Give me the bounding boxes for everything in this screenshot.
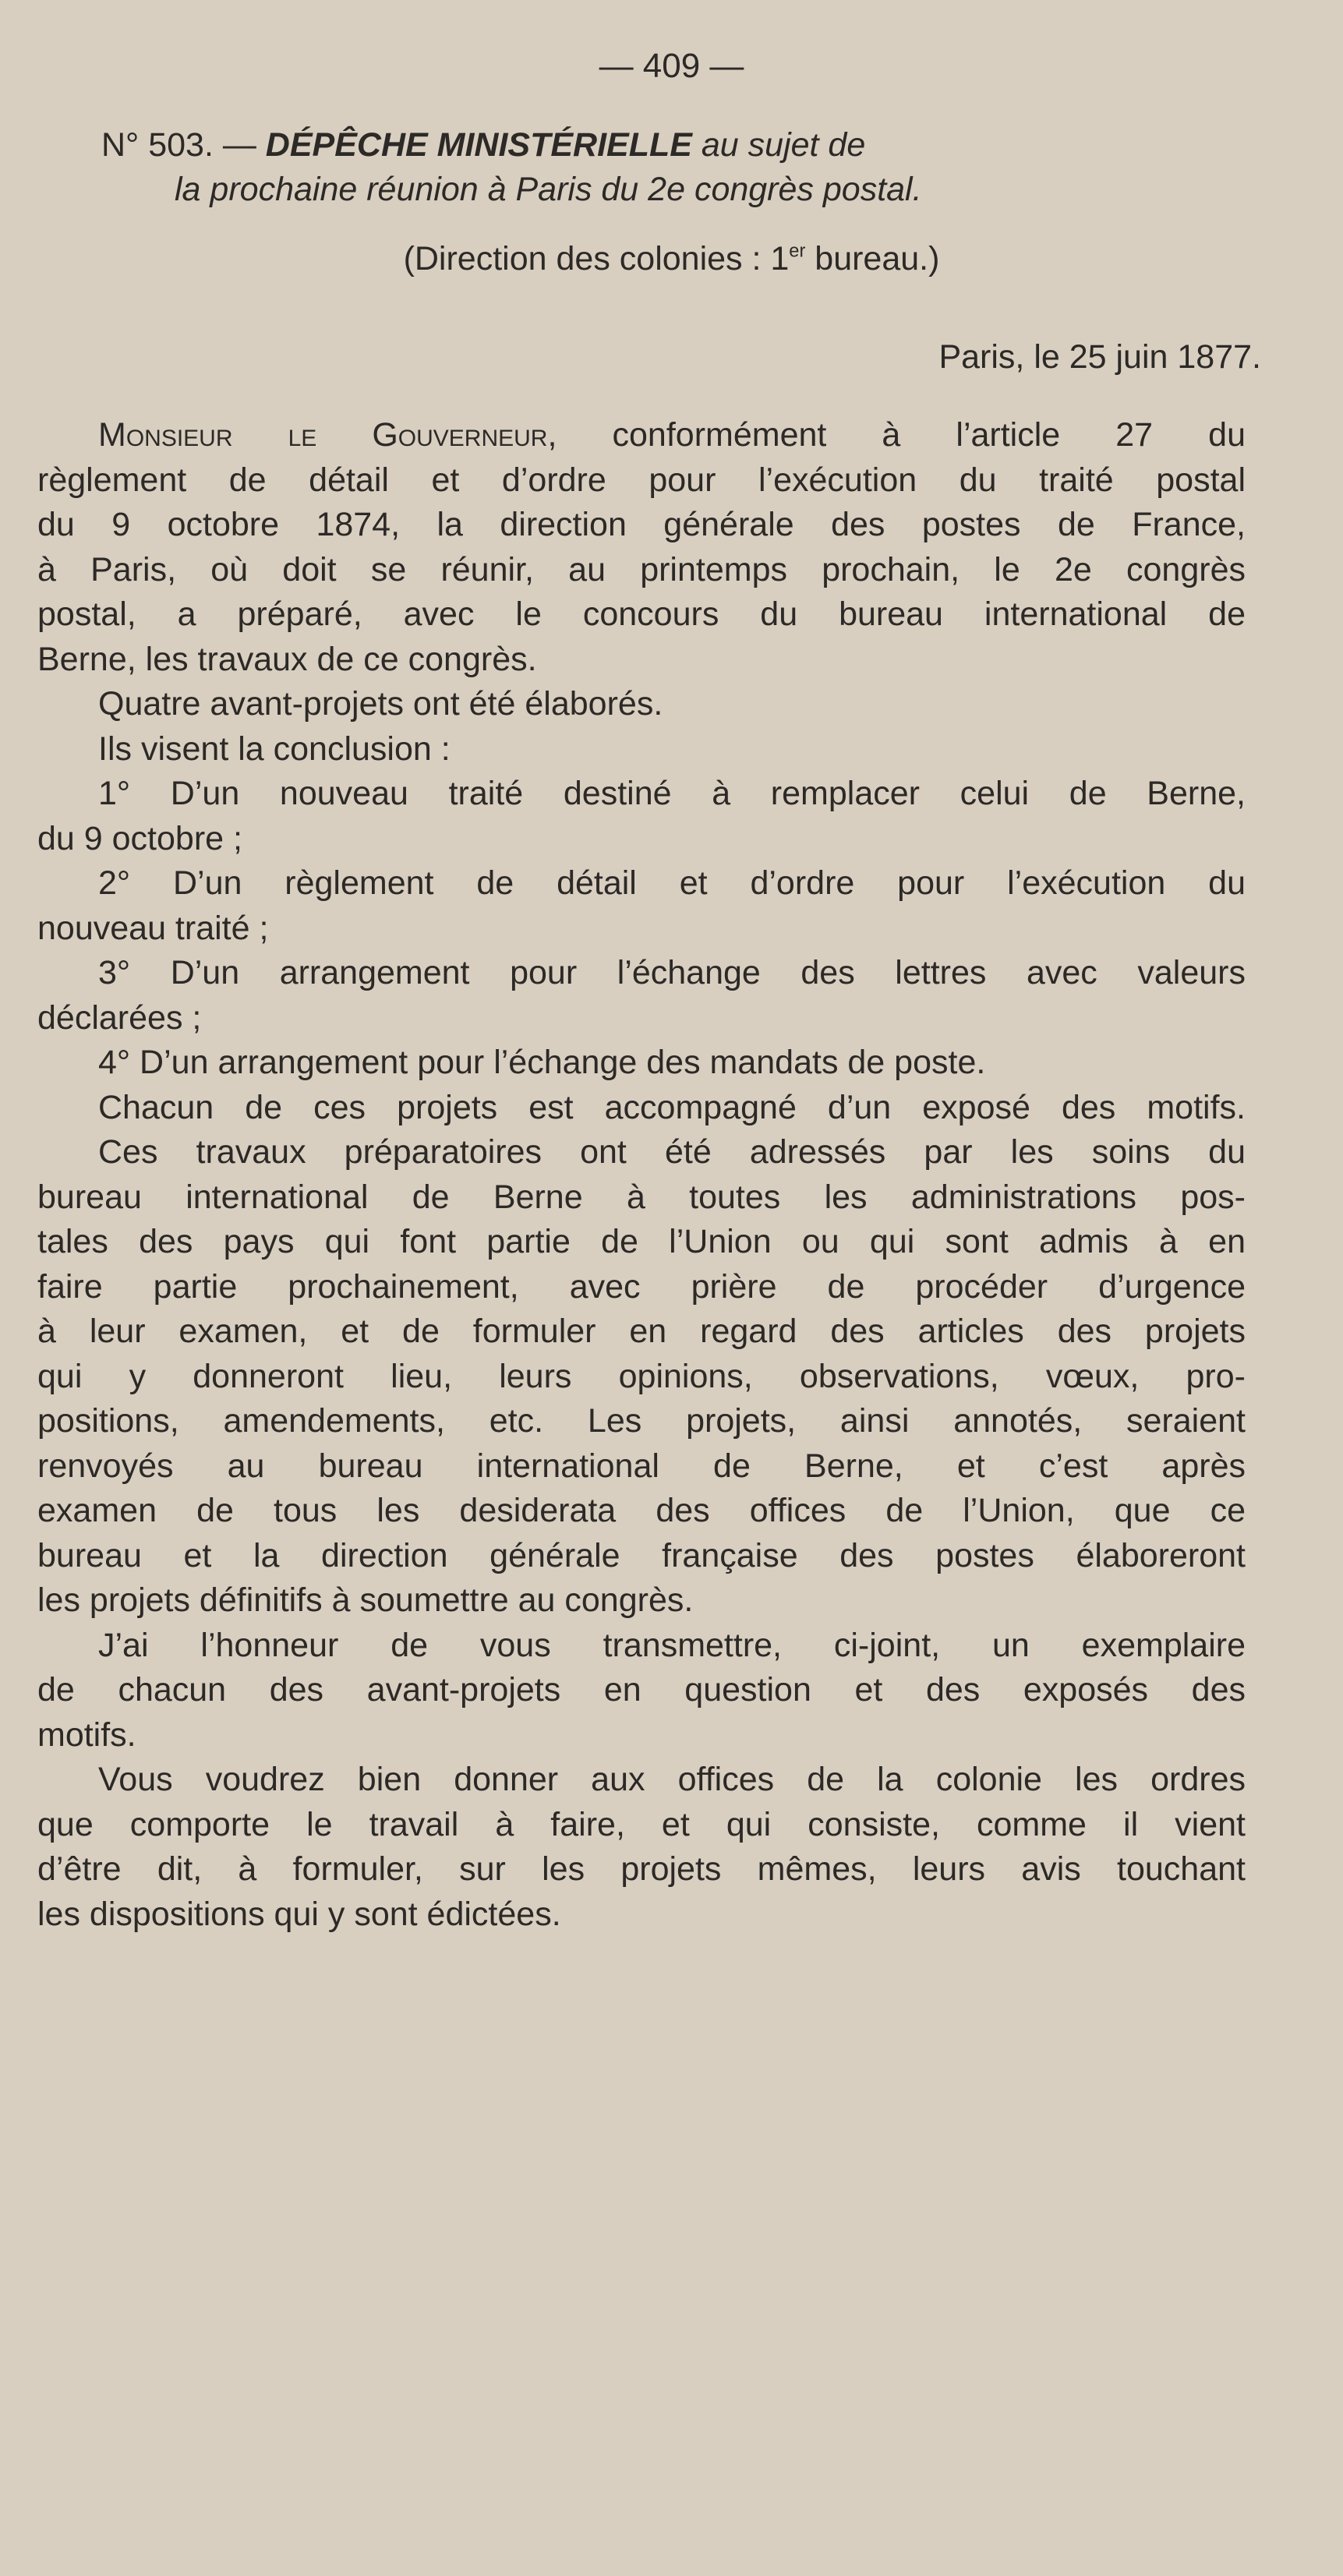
- heading-title: DÉPÊCHE MINISTÉRIELLE: [265, 126, 692, 164]
- paragraph-travaux-line-6: qui y donneront lieu, leurs opinions, observations, vœux, pro-: [37, 1357, 1246, 1395]
- item-4-line-1: 4° D’un arrangement pour l’échange des mandats de poste.: [98, 1044, 986, 1081]
- heading-title-rest: au sujet de: [701, 126, 866, 164]
- body-text: [37, 413, 1246, 1937]
- heading-number: N° 503.: [101, 126, 214, 164]
- salutation: Monsieur le Gouverneur,: [98, 416, 557, 454]
- paragraph-travaux-line-9: examen de tous les desiderata des offices de l’Union, que ce: [37, 1492, 1246, 1529]
- paragraph-ordres-line-1: Vous voudrez bien donner aux offices de la colonie les ordres: [98, 1761, 1246, 1798]
- paragraph-1-line-6: Berne, les travaux de ce congrès.: [37, 640, 537, 678]
- paragraph-travaux-line-4: faire partie prochainement, avec prière de procéder d’urgence: [37, 1267, 1246, 1306]
- item-2-line-2: nouveau traité ;: [37, 909, 269, 947]
- paragraph-travaux-line-3: tales des pays qui font partie de l’Union ou qui sont admis à en: [37, 1223, 1246, 1260]
- item-2-line-1: 2° D’un règlement de détail et d’ordre pour l’exécution du: [98, 864, 1246, 902]
- paragraph-travaux-line-8: renvoyés au bureau international de Berne, et c’est après: [37, 1447, 1246, 1485]
- dateline: Paris, le 25 juin 1877.: [938, 338, 1261, 376]
- page-number: — 409 —: [599, 47, 744, 85]
- paragraph-honneur-line-2: de chacun des avant-projets en question et des exposés des: [37, 1671, 1246, 1708]
- paragraph-travaux-line-10: bureau et la direction générale française des postes élaboreront: [37, 1536, 1246, 1574]
- paragraph-1-line-3: du 9 octobre 1874, la direction générale des postes de France,: [37, 506, 1246, 543]
- paragraph-1-line-1: Monsieur le Gouverneur, conformément à l’article 27 du: [98, 416, 1246, 454]
- paragraph-travaux-line-5: à leur examen, et de formuler en regard des articles des projets: [37, 1313, 1246, 1350]
- direction-line: [0, 237, 1343, 281]
- heading-line-1: [37, 123, 1246, 168]
- paragraph-1-line-5: postal, a préparé, avec le concours du bureau international de: [37, 595, 1246, 633]
- paragraph-travaux-line-2: bureau international de Berne à toutes les administrations pos-: [37, 1178, 1246, 1216]
- paragraph-ordres-line-3: d’être dit, à formuler, sur les projets mêmes, leurs avis touchant: [37, 1850, 1246, 1888]
- paragraph-honneur-line-1: J’ai l’honneur de vous transmettre, ci-joint, un exemplaire: [98, 1626, 1246, 1664]
- document-heading: [37, 123, 1246, 211]
- direction-text: (Direction des colonies : 1er bureau.): [403, 240, 940, 277]
- paragraph-3-line-1: Ils visent la conclusion :: [98, 730, 451, 768]
- paragraph-ordres-line-2: que comporte le travail à faire, et qui consiste, comme il vient: [37, 1805, 1246, 1843]
- heading-dash: —: [222, 126, 256, 164]
- item-1-line-2: du 9 octobre ;: [37, 819, 242, 857]
- paragraph-ordres-line-4: les dispositions qui y sont édictées.: [37, 1895, 561, 1933]
- paragraph-travaux-line-7: positions, amendements, etc. Les projets, ainsi annotés, seraient: [37, 1402, 1246, 1440]
- heading-line-2: la prochaine réunion à Paris du 2e congrès postal.: [175, 170, 922, 208]
- paragraph-honneur-line-3: motifs.: [37, 1716, 136, 1754]
- item-3-line-1: 3° D’un arrangement pour l’échange des lettres avec valeurs: [98, 954, 1246, 991]
- paragraph-travaux-line-11: les projets définitifs à soumettre au congrès.: [37, 1581, 694, 1619]
- paragraph-motifs-line-1: Chacun de ces projets est accompagné d’un exposé des motifs.: [98, 1088, 1246, 1126]
- item-1-line-1: 1° D’un nouveau traité destiné à remplacer celui de Berne,: [98, 775, 1246, 812]
- paragraph-1-line-4: à Paris, où doit se réunir, au printemps prochain, le 2e congrès: [37, 550, 1246, 588]
- item-3-line-2: déclarées ;: [37, 998, 202, 1037]
- paragraph-travaux-line-1: Ces travaux préparatoires ont été adressés par les soins du: [98, 1133, 1246, 1171]
- paragraph-2-line-1: Quatre avant-projets ont été élaborés.: [98, 685, 663, 723]
- paragraph-1-line-2: règlement de détail et d’ordre pour l’exécution du traité postal: [37, 461, 1246, 499]
